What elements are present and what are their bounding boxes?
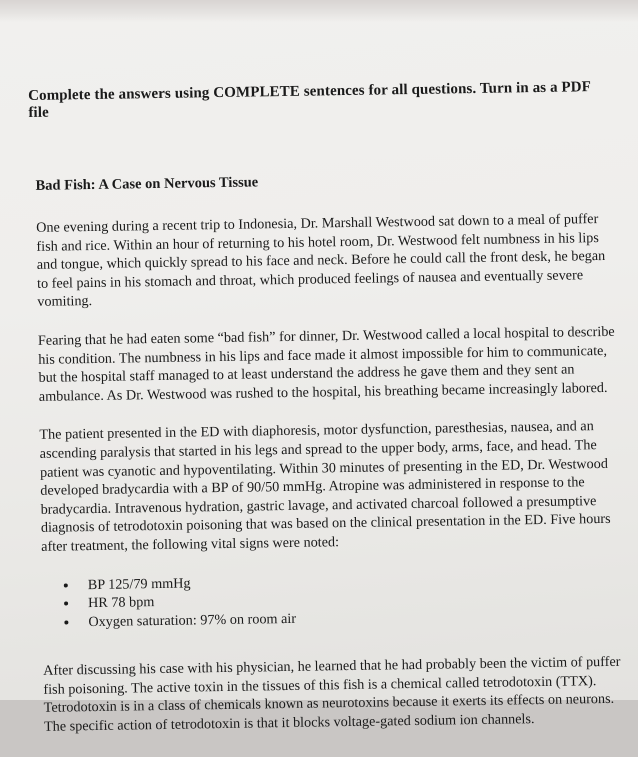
paragraph-3: The patient presented in the ED with diaphoresis, motor dysfunction, paresthesias, nausea, and an ascending paralysis that started in his legs and spread to the upper body, arms, face, and head. The patient was cyanotic and hypoventilating. Within 30 minutes of presenting in the ED, Dr. Westwood developed bradycardia with a BP of 90/50 mmHg. Atropine was administered in response to the bradycardia. Intravenous hydration, gastric lavage, and activated charcoal followed a presumptive diagnosis of tetrodotoxin poisoning that was based on the clinical presentation in the ED. Five hours after treatment, the following vital signs were noted: bbox=[39, 418, 611, 555]
vital-sign-text: Oxygen saturation: 97% on room air bbox=[88, 610, 297, 630]
bullet-icon bbox=[64, 602, 68, 606]
case-title: Bad Fish: A Case on Nervous Tissue bbox=[35, 174, 259, 194]
page-top-edge bbox=[0, 0, 638, 22]
bullet-icon bbox=[64, 620, 68, 624]
vital-sign-text: BP 125/79 mmHg bbox=[87, 575, 191, 593]
paragraph-1: One evening during a recent trip to Indonesia, Dr. Marshall Westwood sat down to a meal of puffer fish and rice. Within an hour of returning to his hotel room, Dr. Westwood felt numbness in his lips and tongue, which quickly spread to his face and neck. Before he could call the front desk, he began to feel pains in his stomach and throat, which produced feelings of nausea and eventually severe vomiting. bbox=[36, 211, 606, 311]
vital-sign-text: HR 78 bpm bbox=[87, 594, 155, 612]
assignment-instructions: Complete the answers using COMPLETE sentences for all questions. Turn in as a PDF file bbox=[28, 79, 591, 121]
document-content bbox=[28, 79, 623, 757]
bullet-icon bbox=[64, 583, 68, 587]
closing-paragraph: After discussing his case with his physician, he learned that he had probably been the victim of puffer fish poisoning. The active toxin in the tissues of this fish is a chemical called tetrodotoxin (TTX). Tetrodotoxin is in a class of chemicals known as neurotoxins because it exerts its effects on neurons. The specific action of tetrodotoxin is that it blocks voltage-gated sodium ion channels. bbox=[43, 654, 621, 735]
paragraph-2: Fearing that he had eaten some “bad fish” for dinner, Dr. Westwood called a local hospital to describe his condition. The numbness in his lips and face made it almost impossible for him to communicate, but the hospital staff managed to at least understand the address he gave them and they sent an ambulance. As Dr. Westwood was rushed to the hospital, his breathing became increasingly labored. bbox=[37, 323, 615, 405]
vital-signs-list bbox=[64, 567, 622, 632]
